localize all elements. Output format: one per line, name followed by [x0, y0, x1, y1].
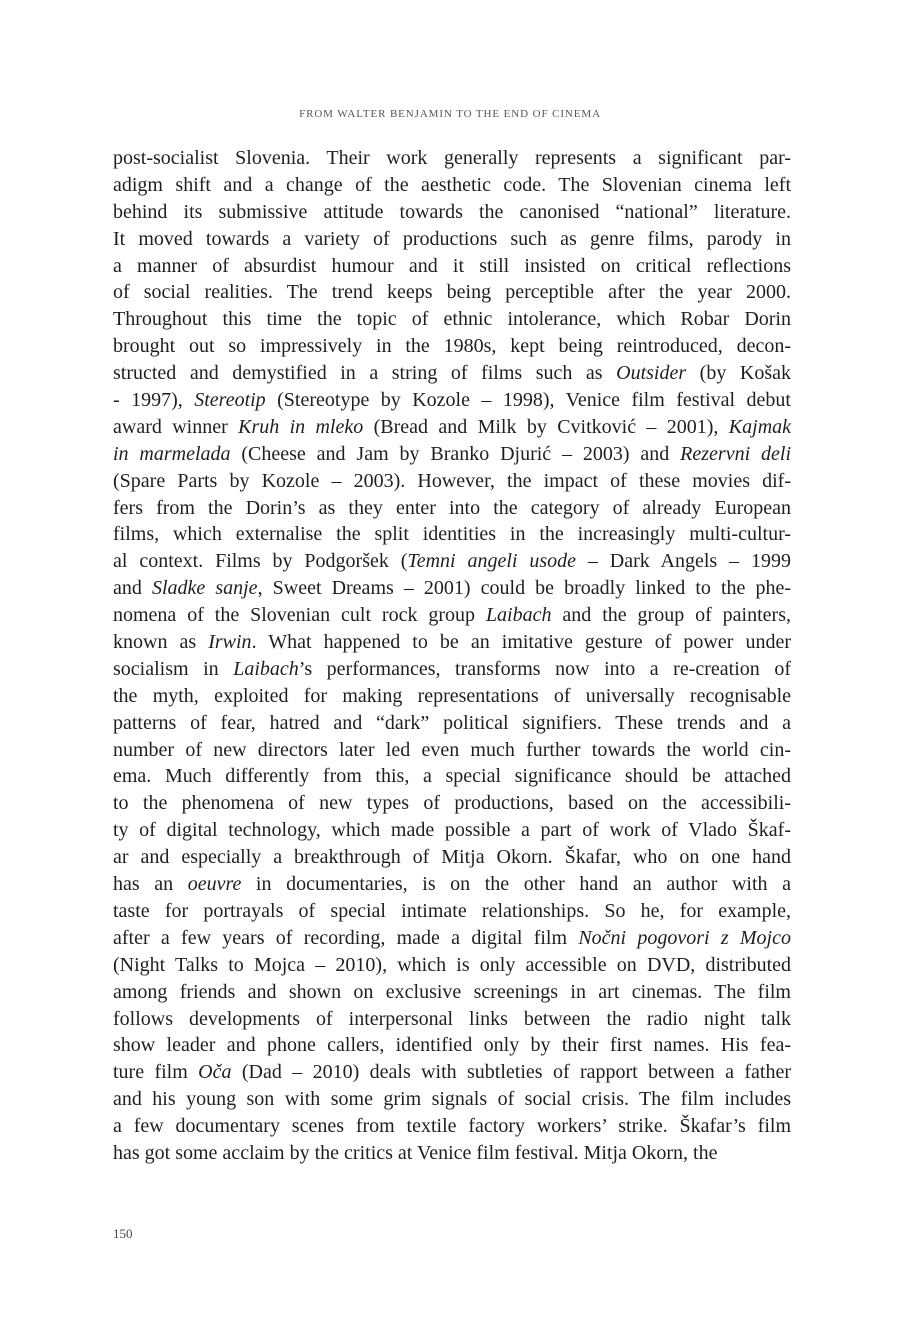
text-run: to the phenomena of new types of productions, based on the accessibili- [113, 792, 791, 815]
text-line [113, 871, 791, 898]
text-line [113, 1113, 791, 1140]
text-run: a manner of absurdist humour and it still insisted on critical reflections [113, 254, 791, 277]
text-run: post-socialist Slovenia. Their work generally represents a significant par- [113, 147, 791, 169]
text-run: ty of digital technology, which made possible a part of work of Vlado Škaf- [113, 819, 791, 842]
italic-title: Oča [198, 1061, 232, 1084]
text-run: socialism in [113, 657, 234, 680]
text-line [113, 817, 791, 844]
text-line [113, 226, 791, 253]
text-line [113, 844, 791, 871]
italic-title: Sladke sanje [151, 577, 258, 600]
italic-title: Temni angeli usode [407, 550, 577, 573]
text-line [113, 1140, 791, 1167]
text-run: al context. Films by Podgoršek ( [113, 550, 408, 573]
text-line [113, 468, 791, 495]
text-run: (Bread and Milk by Cvitković – 2001), [363, 415, 729, 438]
text-run: taste for portrayals of special intimate relationships. So he, for example, [113, 899, 791, 922]
text-line [113, 172, 791, 199]
text-run: – Dark Angels – 1999 [576, 550, 791, 573]
italic-title: Laibach [233, 657, 299, 680]
text-run: and [113, 577, 152, 600]
text-run: patterns of fear, hatred and “dark” political signifiers. These trends and a [113, 711, 791, 734]
text-line [113, 441, 791, 468]
text-line [113, 737, 791, 764]
text-run: films, which externalise the split identities in the increasingly multi-cultur- [113, 523, 791, 546]
text-run: and his young son with some grim signals of social crisis. The film includes [113, 1088, 791, 1111]
text-line [113, 279, 791, 306]
text-line [113, 521, 791, 548]
text-line [113, 898, 791, 925]
text-line [113, 495, 791, 522]
text-run: It moved towards a variety of productions such as genre films, parody in [113, 227, 791, 250]
italic-title: Laibach [485, 604, 552, 627]
text-line [113, 1032, 791, 1059]
text-run: (Stereotype by Kozole – 1998), Venice film festival debut [265, 389, 791, 412]
text-run: (Spare Parts by Kozole – 2003). However, the impact of these movies dif- [113, 469, 791, 492]
text-line [113, 333, 791, 360]
italic-title: Nočni pogovori z Mojco [578, 926, 791, 949]
text-line [113, 790, 791, 817]
text-run: nomena of the Slovenian cult rock group [113, 604, 486, 627]
text-run: ture film [113, 1061, 199, 1084]
text-line [113, 1059, 791, 1086]
text-run: brought out so impressively in the 1980s, kept being reintroduced, decon- [113, 335, 791, 358]
text-run: behind its submissive attitude towards the canonised “national” literature. [113, 200, 791, 223]
text-run: fers from the Dorin’s as they enter into the category of already European [113, 496, 791, 519]
italic-title: Stereotip [194, 389, 266, 412]
text-line [113, 548, 791, 575]
running-head: FROM WALTER BENJAMIN TO THE END OF CINEMA [299, 108, 601, 120]
text-run: (by Košak [686, 362, 791, 385]
text-line [113, 602, 791, 629]
text-run: after a few years of recording, made a digital film [113, 926, 579, 949]
text-run: award winner [113, 415, 239, 438]
text-run: number of new directors later led even much further towards the world cin- [113, 738, 791, 761]
text-line [113, 1006, 791, 1033]
italic-title: Irwin [208, 631, 252, 654]
text-run: among friends and shown on exclusive screenings in art cinemas. The film [113, 980, 791, 1003]
italic-title: Kruh in mleko [238, 415, 364, 438]
text-line [113, 629, 791, 656]
text-run: (Night Talks to Mojca – 2010), which is only accessible on DVD, distributed [113, 953, 791, 976]
text-run: Throughout this time the topic of ethnic intolerance, which Robar Dorin [113, 308, 791, 331]
text-run: the myth, exploited for making representations of universally recognisable [113, 684, 791, 707]
italic-title: in marmelada [113, 442, 231, 465]
text-run: (Cheese and Jam by Branko Djurić – 2003) and [230, 442, 681, 465]
italic-title: oeuvre [187, 873, 242, 896]
text-line [113, 387, 791, 414]
text-line [113, 1086, 791, 1113]
text-line [113, 253, 791, 280]
text-run: , Sweet Dreams – 2001) could be broadly linked to the phe- [257, 577, 791, 600]
text-run: in documentaries, is on the other hand an author with a [241, 873, 791, 896]
text-line [113, 199, 791, 226]
text-run: ’s performances, transforms now into a re-creation of [298, 657, 791, 680]
text-run: adigm shift and a change of the aesthetic code. The Slovenian cinema left [113, 173, 791, 196]
text-run: and the group of painters, [551, 604, 791, 627]
text-run: - 1997), [113, 389, 195, 412]
text-line [113, 979, 791, 1006]
text-run: ema. Much differently from this, a special significance should be attached [113, 765, 791, 788]
text-line [113, 952, 791, 979]
body-text [113, 145, 791, 1167]
text-line [113, 306, 791, 333]
text-line [113, 656, 791, 683]
italic-title: Outsider [616, 362, 687, 385]
text-line [113, 360, 791, 387]
italic-title: Kajmak [728, 415, 792, 438]
text-run: . What happened to be an imitative gesture of power under [251, 631, 791, 654]
text-run: (Dad – 2010) deals with subtleties of rapport between a father [231, 1061, 791, 1084]
page-number: 150 [113, 1226, 133, 1241]
text-run: follows developments of interpersonal links between the radio night talk [113, 1007, 791, 1030]
text-line [113, 145, 791, 172]
text-line [113, 763, 791, 790]
text-run: has an [113, 873, 188, 896]
text-run: has got some acclaim by the critics at Venice film festival. Mitja Okorn, the [113, 1141, 718, 1164]
text-line [113, 710, 791, 737]
text-run: known as [113, 631, 209, 654]
text-run: a few documentary scenes from textile factory workers’ strike. Škafar’s film [113, 1115, 791, 1138]
text-run: ar and especially a breakthrough of Mitja Okorn. Škafar, who on one hand [113, 846, 791, 869]
text-run: of social realities. The trend keeps being perceptible after the year 2000. [113, 281, 791, 304]
text-line [113, 414, 791, 441]
text-line [113, 925, 791, 952]
text-run: show leader and phone callers, identified only by their first names. His fea- [113, 1034, 791, 1057]
italic-title: Rezervni deli [680, 442, 791, 465]
text-line [113, 575, 791, 602]
text-run: structed and demystified in a string of films such as [113, 362, 617, 385]
text-line [113, 683, 791, 710]
